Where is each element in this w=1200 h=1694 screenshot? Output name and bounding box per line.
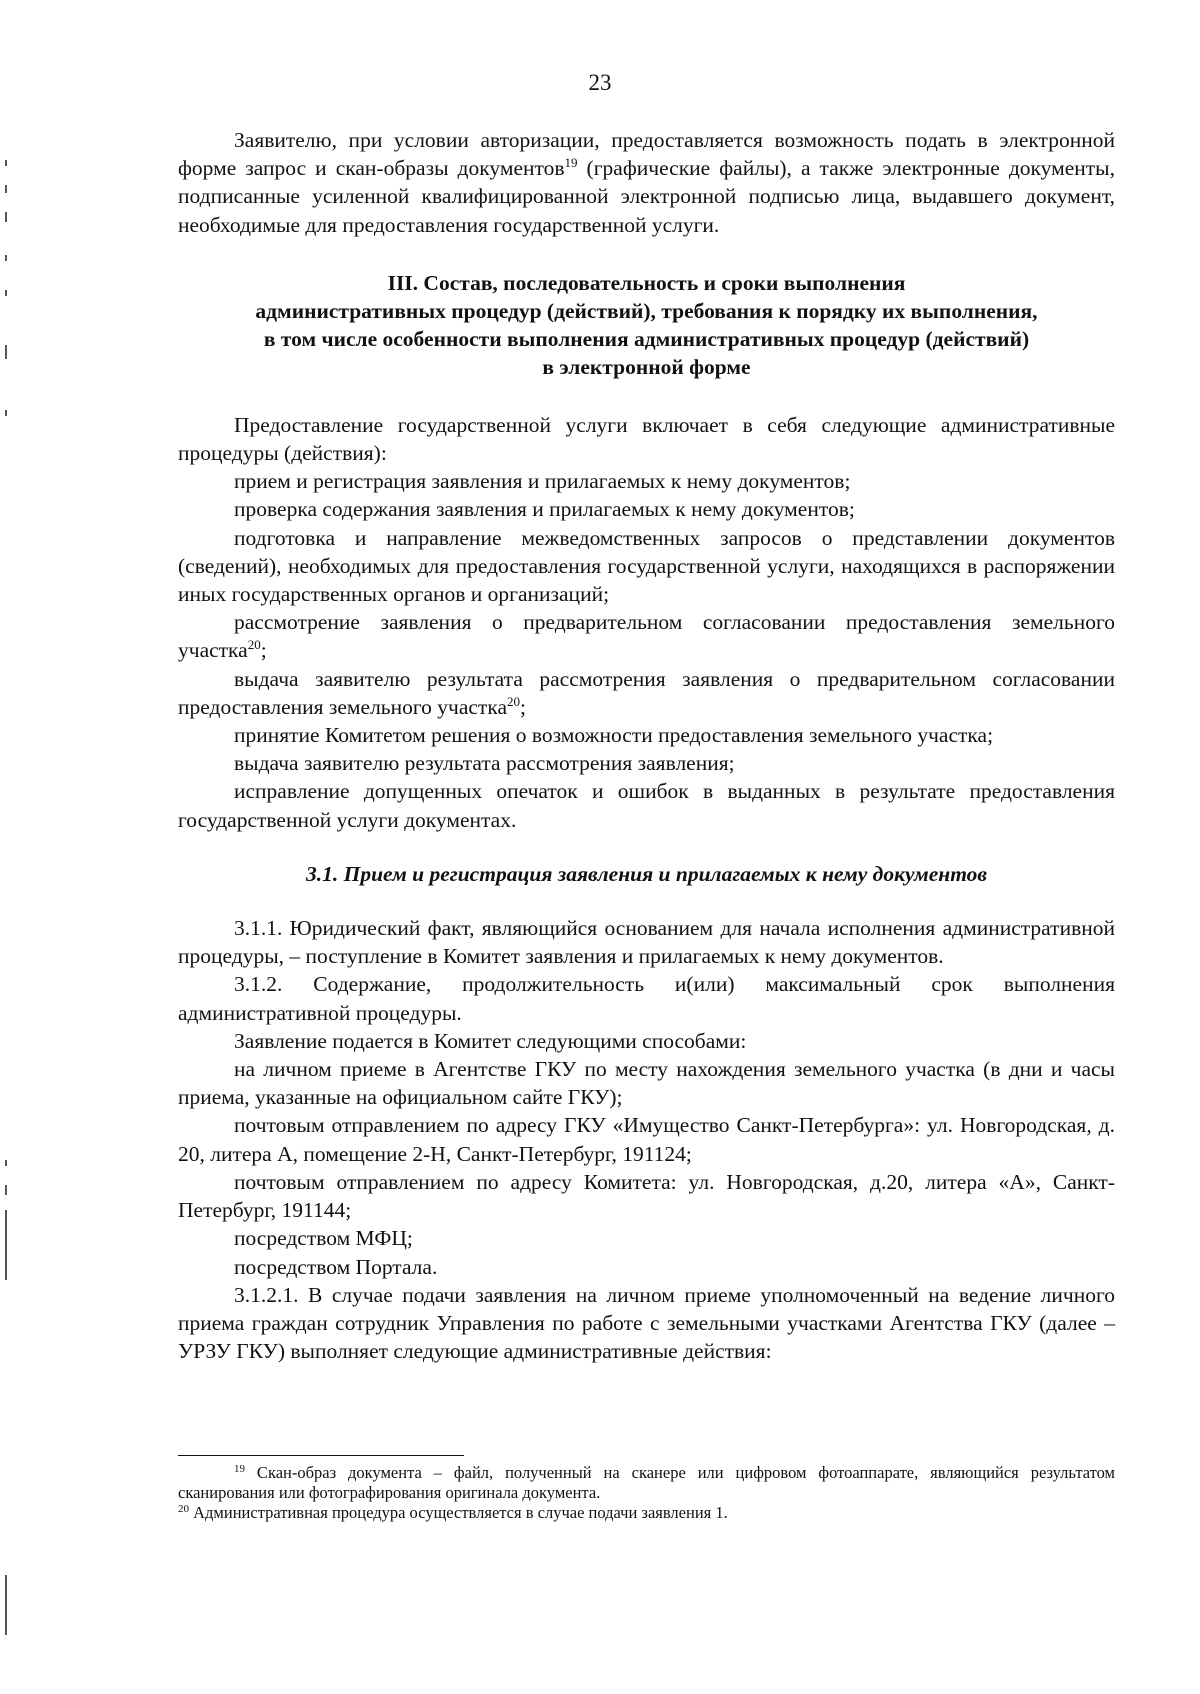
scan-margin-marks xyxy=(0,0,20,1694)
footnote-separator xyxy=(178,1455,464,1456)
intro-paragraph: Заявителю, при условии авторизации, предоставляется возможность подать в электронной форме запрос и скан-образы документов$^{19}$ (графические файлы), а также электронные документы, подписанные усиленной квалифицированной электронной подписью лица, выдавшего документ, необходимые для предоставления государственной услуги. xyxy=(178,128,1115,237)
subsection-paragraph: 3.1.2. Содержание, продолжительность и(или) максимальный срок выполнения административной процедуры. xyxy=(178,972,1115,1025)
page-number: 23 xyxy=(588,70,612,95)
footnote-19: $^{19}$ Скан-образ документа – файл, полученный на сканере или цифровом фотоаппарате, являющийся результатом сканирования или фотографирования оригинала документа. xyxy=(178,1463,1115,1502)
procedure-item: выдача заявителю результата рассмотрения заявления о предварительном согласовании предоставления земельного участка$^{20}$; xyxy=(178,666,1115,719)
subsection-paragraph: 3.1.1. Юридический факт, являющийся основанием для начала исполнения административной процедуры, – поступление в Комитет заявления и прилагаемых к нему документов. xyxy=(178,916,1115,969)
procedure-item: принятие Комитетом решения о возможности предоставления земельного участка; xyxy=(234,723,994,748)
procedure-item: исправление допущенных опечаток и ошибок в выданных в результате предоставления государственной услуги документах. xyxy=(178,779,1115,832)
procedure-item: выдача заявителю результата рассмотрения заявления; xyxy=(234,751,735,776)
footnote-ref-20: 20 xyxy=(507,693,520,709)
section-3-lead: Предоставление государственной услуги включает в себя следующие административные процедуры (действия): xyxy=(178,412,1115,466)
subsection-paragraph: на личном приеме в Агентстве ГКУ по месту нахождения земельного участка (в дни и часы приема, указанные на официальном сайте ГКУ); xyxy=(178,1057,1115,1110)
procedure-item: прием и регистрация заявления и прилагаемых к нему документов; xyxy=(234,469,851,494)
footnote-ref-19: 19 xyxy=(564,155,578,171)
subsection-paragraph: Заявление подается в Комитет следующими способами: xyxy=(234,1028,747,1053)
subsection-paragraph: почтовым отправлением по адресу Комитета: ул. Новгородская, д.20, литера «А», Санкт-Петербург, 191144; xyxy=(178,1169,1115,1223)
procedure-item: проверка содержания заявления и прилагаемых к нему документов; xyxy=(234,497,855,522)
subsection-paragraph: посредством Портала. xyxy=(234,1254,438,1279)
subsection-paragraph: почтовым отправлением по адресу ГКУ «Имущество Санкт-Петербурга»: ул. Новгородская, д. 20, литера А, помещение 2-Н, Санкт-Петербург, 191124; xyxy=(178,1113,1115,1166)
procedure-item: рассмотрение заявления о предварительном согласовании предоставления земельного участка$^{20}$; xyxy=(178,610,1115,663)
footnotes xyxy=(178,1463,1115,1523)
section-3-title: III. Состав, последовательность и сроки выполнения административных процедур (действий), требования к порядку их выполнения, в том числе особенности выполнения административных процедур (действий) в электронной форме xyxy=(255,270,1038,379)
footnote-ref-20: 20 xyxy=(247,637,261,653)
procedure-item: подготовка и направление межведомственных запросов о представлении документов (сведений), необходимых для предоставления государственной услуги, находящихся в распоряжении иных государственных органов и организаций; xyxy=(178,525,1115,607)
footnote-20: $^{20}$ Административная процедура осуществляется в случае подачи заявления 1. xyxy=(178,1503,728,1522)
subsection-3-1-title: 3.1. Прием и регистрация заявления и прилагаемых к нему документов xyxy=(306,861,987,886)
subsection-paragraph: 3.1.2.1. В случае подачи заявления на личном приеме уполномоченный на ведение личного приема граждан сотрудник Управления по работе с земельными участками Агентства ГКУ (далее – УРЗУ ГКУ) выполняет следующие административные действия: xyxy=(178,1282,1115,1364)
document-body xyxy=(178,126,1115,1365)
subsection-paragraph: посредством МФЦ; xyxy=(234,1226,413,1251)
